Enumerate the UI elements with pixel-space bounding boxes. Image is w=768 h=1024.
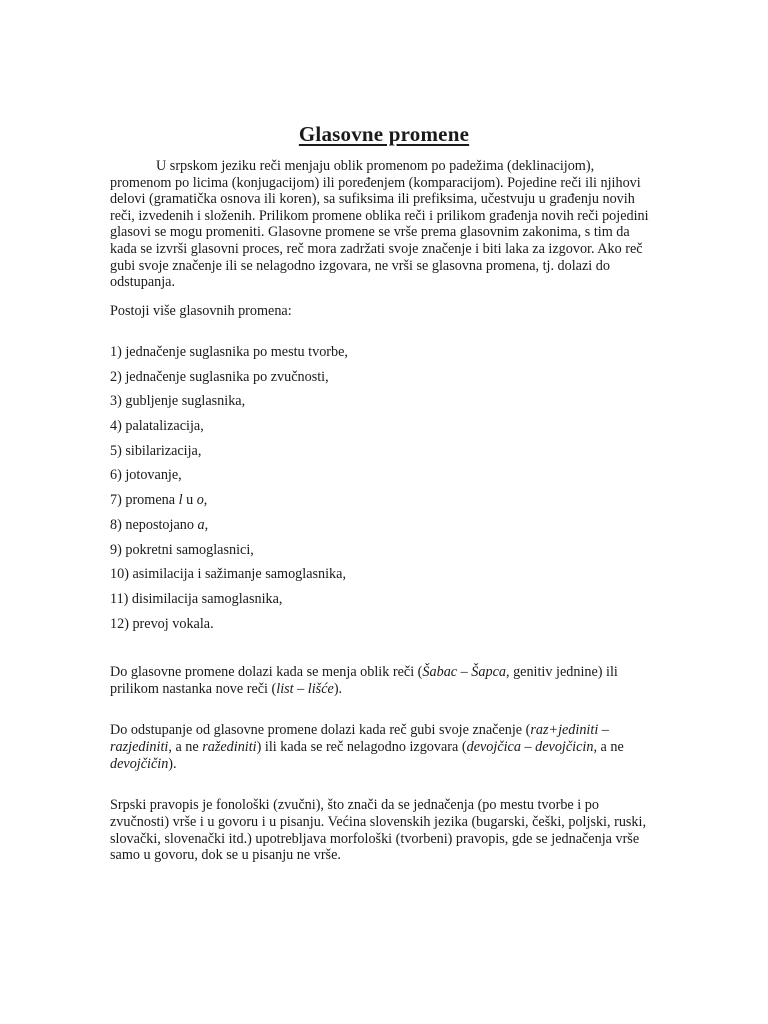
list-item: 5) sibilarizacija, — [110, 442, 202, 459]
example-text: devojčica – devojčicin — [466, 738, 594, 755]
list-item: 6) jotovanje, — [110, 467, 182, 484]
example-text: raz+jediniti – razjediniti — [110, 722, 609, 755]
list-item: 9) pokretni samoglasnici, — [110, 541, 254, 558]
list-item: 1) jednačenje suglasnika po mestu tvorbe, — [110, 344, 348, 360]
list-item-text: 7) promena — [110, 492, 179, 509]
list-item: 2) jednačenje suglasnika po zvučnosti, — [110, 368, 329, 385]
paragraph-text: , genitiv jednine) ili prilikom nastanka nove reči ( — [110, 664, 618, 697]
list-item-text: , — [204, 516, 209, 533]
list-item: 12) prevoj vokala. — [110, 615, 214, 632]
list-item: 10) asimilacija i sažimanje samoglasnika, — [110, 566, 346, 583]
list-item: 11) disimilacija samoglasnika, — [110, 590, 283, 607]
list-item — [110, 516, 348, 541]
list-item-text: 8) nepostojano — [110, 516, 198, 533]
example-text: list – lišće — [276, 680, 334, 697]
list-item: 4) palatalizacija, — [110, 418, 204, 435]
paragraph-exceptions — [110, 722, 658, 772]
sound-change-list — [110, 343, 348, 639]
paragraph-text: , a ne — [593, 738, 624, 755]
intro-paragraph: U srpskom jeziku reči menjaju oblik promenom po padežima (deklinacijom), promenom po licima (konjugacijom) ili poređenjem (komparacijom). Pojedine reči ili njihovi delovi (gramatička osnova ili koren), sa sufiksima ili prefiksima, učestvuju u građenju novih reči, izvedenih i složenih. Prilikom promene oblika reči i prilikom građenja novih reči pojedini glasovi se mogu promeniti. Glasovne promene se vrše prema glasovnim zakonima, s tim da kada se izvrši glasovni proces, reč mora zadržati svoje značenje i biti laka za izgovor. Ako reč gubi svoje značenje ili se nelagodno izgovara, ne vrši se glasovna promena, tj. dolazi do odstupanja. — [110, 158, 649, 291]
example-text: ražediniti — [202, 738, 257, 755]
paragraph-text: ) ili kada se reč nelagodno izgovara ( — [256, 738, 467, 755]
list-item-emphasis: o — [196, 492, 204, 509]
list-item-text: u — [182, 492, 197, 509]
paragraph-text: Do glasovne promene dolazi kada se menja oblik reči ( — [110, 664, 423, 680]
paragraph-text: ). — [333, 680, 343, 697]
paragraph-text: ). — [168, 755, 177, 772]
page-title: Glasovne promene — [298, 122, 470, 147]
example-text: devojčičin — [110, 755, 169, 772]
paragraph-text: Do odstupanje od glasovne promene dolazi kada reč gubi svoje značenje ( — [110, 722, 531, 738]
list-item-text: , — [203, 492, 208, 509]
list-item-emphasis: l — [178, 492, 183, 509]
list-item — [110, 491, 348, 516]
list-lead: Postoji više glasovnih promena: — [110, 303, 292, 319]
paragraph-orthography: Srpski pravopis je fonološki (zvučni), što znači da se jednačenja (po mestu tvorbe i po zvučnosti) vrše i u govoru i u pisanju. Većina slovenskih jezika (bugarski, češki, poljski, ruski, slovački, slovenački itd.) upotrebljava morfološki (tvorbeni) pravopis, gde se jednačenja vrše samo u govoru, dok se u pisanju ne vrše. — [110, 797, 647, 864]
example-text: Šabac – Šapca — [422, 664, 506, 680]
paragraph-sound-change — [110, 664, 658, 698]
list-item-emphasis: a — [197, 516, 205, 533]
paragraph-text: , a ne — [168, 738, 203, 755]
list-item: 3) gubljenje suglasnika, — [110, 393, 246, 410]
